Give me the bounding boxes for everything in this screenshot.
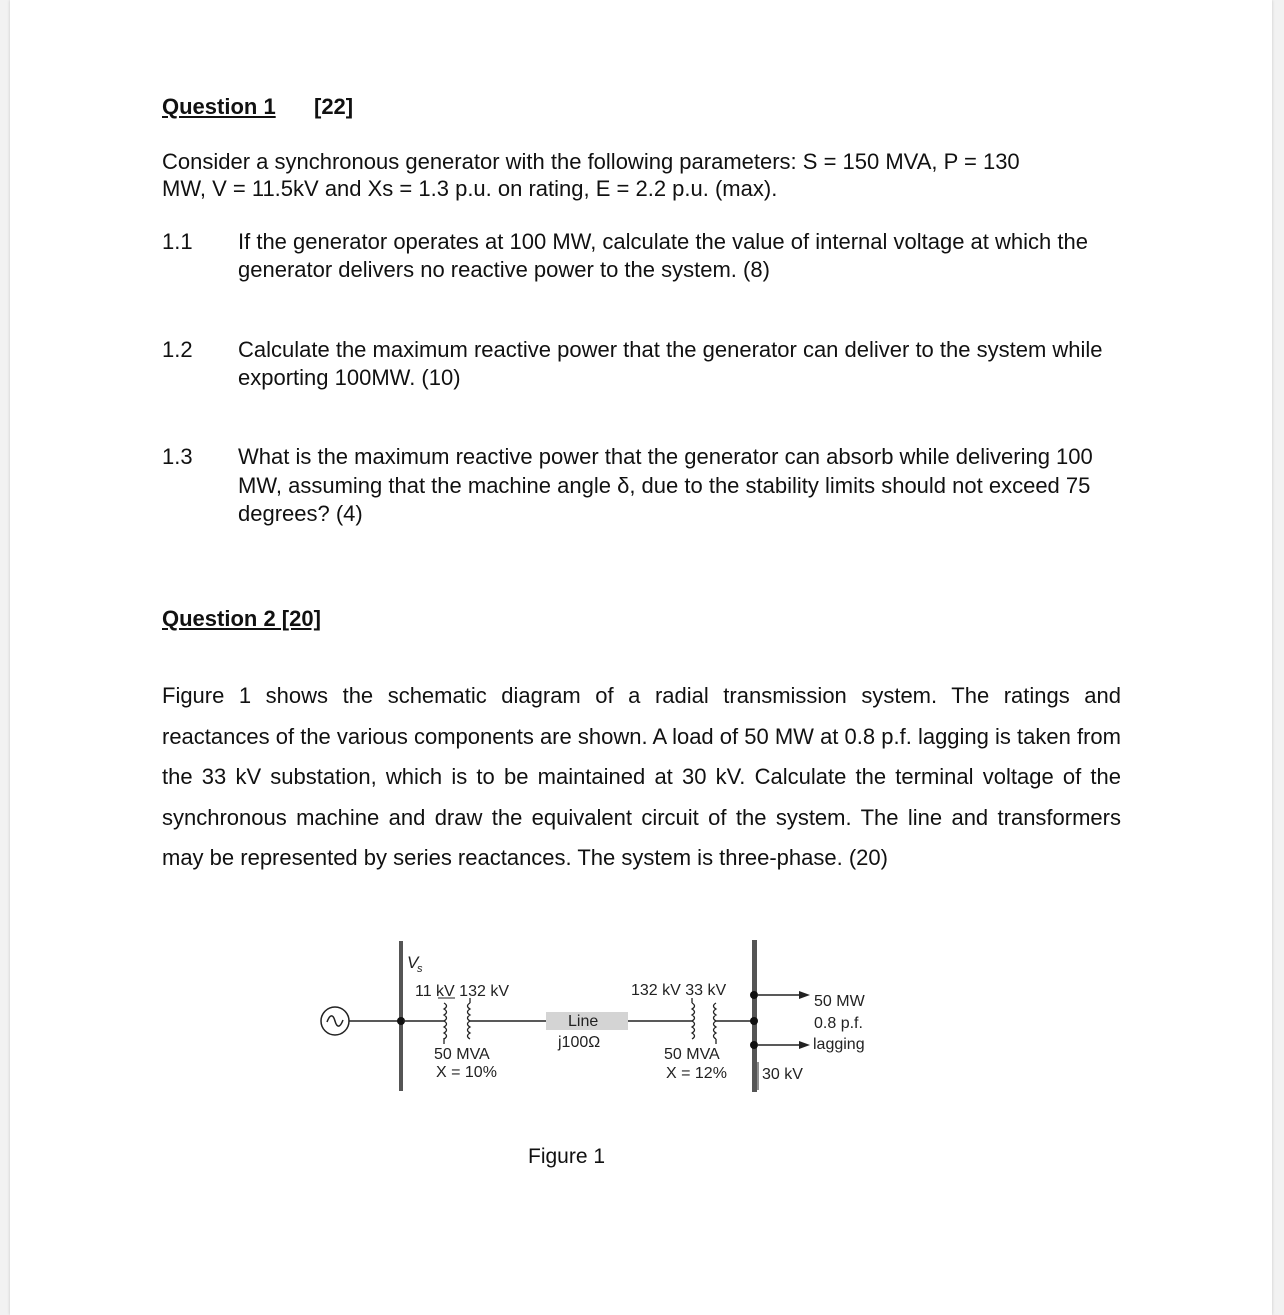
- vs-subscript: s: [417, 963, 423, 975]
- transformer-2-secondary-coil: [714, 1003, 717, 1039]
- bus-voltage: 30 kV: [762, 1066, 803, 1083]
- item-text: What is the maximum reactive power that the generator can absorb while delivering 100 MW, assuming that the machine angle δ, due to the stability limits should not exceed 75 degrees? (4): [238, 444, 1093, 526]
- load-arrow-icon: [799, 1041, 810, 1049]
- load-busbar: [752, 940, 757, 1092]
- transformer-2-rating: 50 MVA: [664, 1046, 720, 1063]
- item-text: Calculate the maximum reactive power that the generator can deliver to the system while exporting 100MW. (10): [238, 337, 1103, 390]
- question-2-title: Question 2 [20]: [162, 606, 321, 631]
- line-label: Line: [568, 1013, 599, 1030]
- question-2-text: Figure 1 shows the schematic diagram of a radial transmission system. The ratings and reactances of the various components are shown. A load of 50 MW at 0.8 p.f. lagging is taken from the 33 kV substation, which is to be maintained at 30 kV. Calculate the terminal voltage of the synchronous machine and draw the equivalent circuit of the system. The line and transformers may be represented by series reactances. The system is three-phase. (20): [162, 683, 1121, 870]
- question-1-marks: [22]: [314, 94, 354, 119]
- document-page: [10, 0, 1272, 1315]
- transformer-2-primary-coil: [692, 1003, 695, 1039]
- vs-label: V: [407, 953, 419, 972]
- transformer-1-voltages: 11 kV 132 kV: [415, 983, 509, 1000]
- transformer-2-voltages: 132 kV 33 kV: [631, 982, 727, 999]
- generator-busbar: [399, 941, 403, 1091]
- figure-caption: Figure 1: [528, 1145, 606, 1168]
- radial-transmission-schematic: [318, 932, 878, 1102]
- item-text: If the generator operates at 100 MW, calculate the value of internal voltage at which the generator delivers no reactive power to the system. (8): [238, 229, 1088, 282]
- sine-icon: [327, 1016, 343, 1026]
- line-impedance: j100Ω: [558, 1034, 601, 1051]
- load-arrow-icon: [799, 991, 810, 999]
- transformer-1-primary-coil: [444, 1003, 447, 1039]
- transformer-1-rating: 50 MVA: [434, 1046, 490, 1063]
- load-mw: 50 MW: [814, 993, 865, 1010]
- question-1-intro-line-2: MW, V = 11.5kV and Xs = 1.3 p.u. on rating, E = 2.2 p.u. (max).: [162, 176, 778, 201]
- load-power-factor: 0.8 p.f.: [814, 1015, 863, 1032]
- question-1-intro-line-1: Consider a synchronous generator with the following parameters: S = 150 MVA, P = 130: [162, 149, 1020, 174]
- item-number: 1.2: [162, 337, 193, 362]
- transformer-2-reactance: X = 12%: [666, 1065, 727, 1082]
- transformer-1-secondary-coil: [468, 1003, 471, 1039]
- item-number: 1.1: [162, 229, 193, 254]
- transformer-1-reactance: X = 10%: [436, 1064, 497, 1081]
- question-1-title: Question 1: [162, 94, 276, 119]
- load-lagging: lagging: [813, 1036, 865, 1053]
- item-number: 1.3: [162, 444, 193, 469]
